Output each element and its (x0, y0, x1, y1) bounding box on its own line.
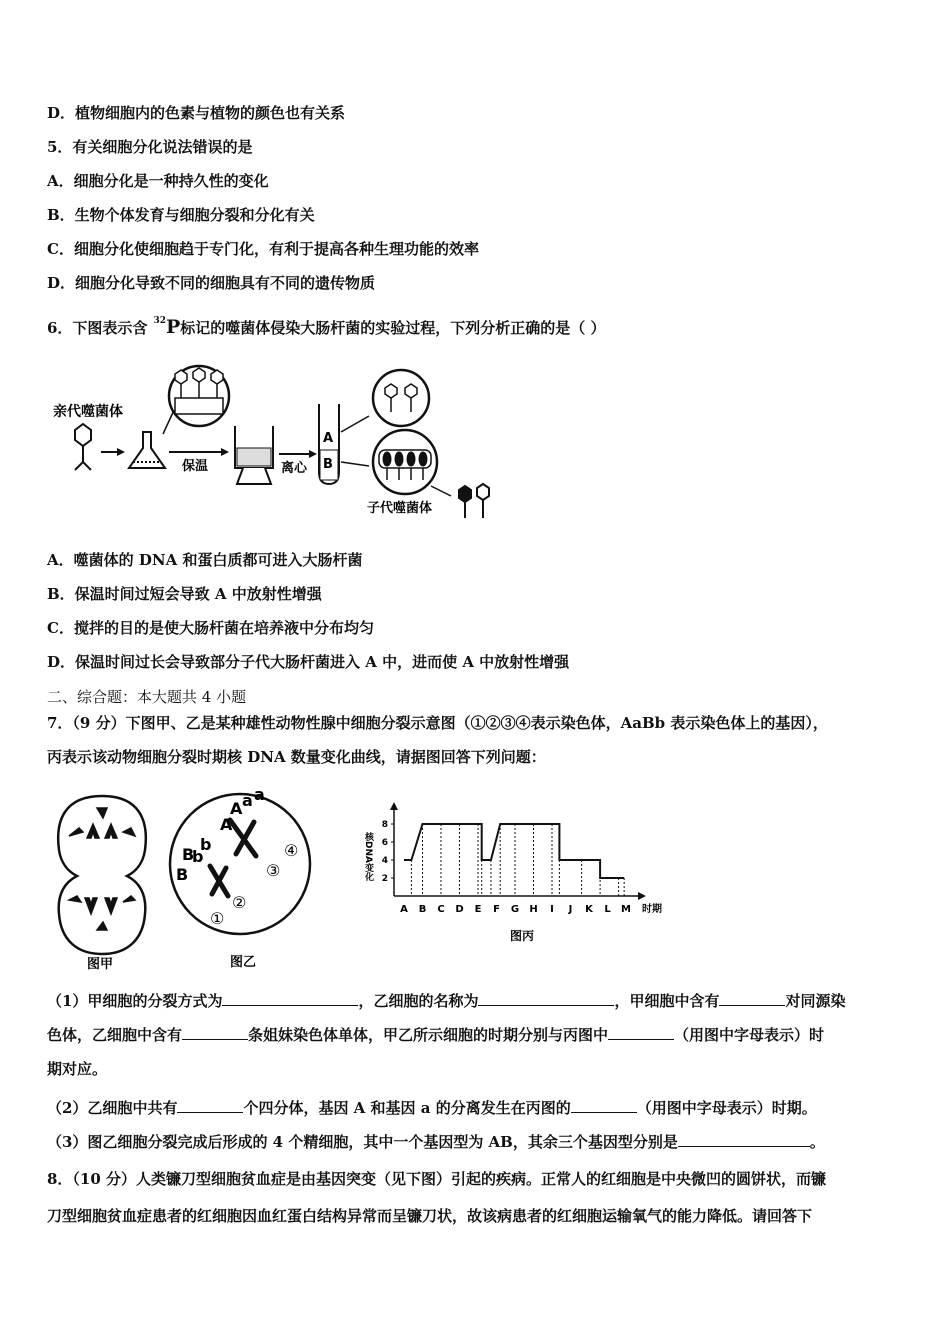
q7-p3-text: （3）图乙细胞分裂完成后形成的 4 个精细胞，其中一个基因型为 AB，其余三个基因型分别是 (47, 1133, 678, 1151)
gene-label: b (192, 847, 204, 866)
answer-blank[interactable] (182, 1024, 248, 1040)
chromosome-number: ④ (284, 841, 299, 860)
q5-option-a: A．细胞分化是一种持久性的变化 (47, 172, 269, 190)
y-tick-label: 4 (381, 856, 388, 866)
q6-fig-offspring-label: 子代噬菌体 (367, 501, 433, 516)
q7-stem-line1: 7．（9 分）下图甲、乙是某种雄性动物性腺中细胞分裂示意图（①②③④表示染色体，AaBb 表示染色体上的基因）， (47, 714, 828, 732)
q6-option-b: B．保温时间过短会导致 A 中放射性增强 (47, 585, 322, 603)
q7-stem-line2: 丙表示该动物细胞分裂时期核 DNA 数量变化曲线，请据图回答下列问题： (47, 748, 546, 766)
q7-p1-text: （用图中字母表示）时 (674, 1026, 825, 1044)
parent-phage-icon (75, 424, 91, 470)
q7-fig-jia-label: 图甲 (87, 957, 114, 970)
q7-p2-text: （用图中字母表示）时期。 (636, 1099, 817, 1117)
q6-fig-keep-warm: 保温 (182, 459, 209, 474)
beaker-icon (235, 426, 273, 484)
q6-fig-centrifuge: 离心 (281, 461, 308, 476)
q6-fig-layer-b: B (323, 457, 333, 472)
y-tick-label: 8 (381, 820, 388, 830)
x-tick-label: C (437, 904, 445, 915)
q8-stem-line1: 8．（10 分）人类镰刀型细胞贫血症是由基因突变（见下图）引起的疾病。正常人的红细胞是中央微凹的圆饼状，而镰 (47, 1170, 827, 1188)
q6-fig-layer-a: A (323, 431, 334, 446)
q5-option-b: B．生物个体发育与细胞分裂和分化有关 (47, 206, 315, 224)
x-tick-label: F (493, 904, 500, 915)
q6-isotope-symbol: P (165, 316, 181, 338)
x-tick-label: M (621, 904, 631, 915)
arrow-icon (341, 416, 369, 432)
answer-blank[interactable] (608, 1024, 674, 1040)
pellet-zoom-circle (373, 430, 437, 494)
x-tick-label: G (510, 904, 520, 915)
gene-label: b (200, 835, 212, 854)
x-tick-label: D (455, 904, 464, 915)
q6-isotope-mass: 32 (153, 316, 166, 326)
x-tick-label: B (418, 904, 427, 915)
x-tick-label: I (550, 904, 554, 915)
q5-option-c: C．细胞分化使细胞趋于专门化，有利于提高各种生理功能的效率 (47, 240, 479, 258)
answer-blank[interactable] (478, 990, 614, 1006)
q6-stem-suffix: 标记的噬菌体侵染大肠杆菌的实验过程，下列分析正确的是（ ） (180, 319, 606, 337)
gene-label: A (220, 815, 233, 834)
dna-content-curve (404, 824, 624, 878)
infection-zoom-circle (169, 366, 229, 426)
q6-fig-parent-label: 亲代噬菌体 (53, 404, 123, 420)
q7-p1-text: 期对应。 (47, 1060, 108, 1078)
x-tick-label: L (604, 904, 611, 915)
q7-part2 (47, 1091, 905, 1125)
q6-stem-prefix: 6．下图表示含 (47, 319, 148, 337)
q7-figure-yi (164, 784, 314, 970)
chromosome-number: ① (210, 909, 225, 928)
chart-title: 图丙 (510, 929, 535, 943)
y-tick-label: 6 (381, 838, 388, 848)
q7-fig-yi-label: 图乙 (230, 955, 257, 970)
x-axis-label: 时期 (642, 904, 662, 915)
q6-option-a: A．噬菌体的 DNA 和蛋白质都可进入大肠杆菌 (47, 551, 363, 569)
q7-p1-text: 对同源染 (785, 992, 846, 1010)
chromosome-number: ③ (266, 861, 281, 880)
q7-p1-text: 色体，乙细胞中含有 (47, 1026, 183, 1044)
gene-label: A (230, 799, 243, 818)
q6-option-c: C．搅拌的目的是使大肠杆菌在培养液中分布均匀 (47, 619, 374, 637)
x-tick-label: A (400, 904, 408, 915)
y-tick-label: 2 (381, 874, 388, 884)
gene-label: B (182, 845, 195, 864)
q5-option-d: D．细胞分化导致不同的细胞具有不同的遗传物质 (47, 274, 376, 292)
q4-option-d: D．植物细胞内的色素与植物的颜色也有关系 (47, 104, 346, 122)
answer-blank[interactable] (719, 990, 785, 1006)
x-tick-label: H (529, 904, 538, 915)
q7-p2-text: （2）乙细胞中共有 (47, 1099, 178, 1117)
q7-figure-bing-chart (350, 800, 700, 946)
q7-part3 (47, 1125, 905, 1159)
q7-p1-text: 条姐妹染色体单体，甲乙所示细胞的时期分别与丙图中 (248, 1026, 609, 1044)
q7-p2-text: 个四分体，基因 A 和基因 a 的分离发生在丙图的 (243, 1099, 571, 1117)
q6-stem (47, 316, 606, 338)
x-axis-arrow (638, 892, 646, 900)
chromosome-number: ② (232, 893, 247, 912)
supernatant-zoom-circle (373, 370, 429, 426)
q7-part1 (47, 984, 905, 1086)
answer-blank[interactable] (571, 1097, 637, 1113)
gene-label: a (242, 791, 253, 810)
x-tick-label: E (474, 904, 482, 915)
q6-option-d: D．保温时间过长会导致部分子代大肠杆菌进入 A 中，进而使 A 中放射性增强 (47, 653, 570, 671)
answer-blank[interactable] (177, 1097, 243, 1113)
x-tick-label: J (568, 904, 573, 915)
q8-stem-line2: 刀型细胞贫血症患者的红细胞因血红蛋白结构异常而呈镰刀状，故该病患者的红细胞运输氧气的能力降低。请回答下 (47, 1207, 813, 1225)
gene-label: a (254, 785, 265, 804)
arrow-icon (341, 462, 369, 466)
q7-p1-text: ，甲细胞中含有 (614, 992, 720, 1010)
q6-phage-experiment-figure (47, 362, 517, 532)
offspring-phage-icon (459, 484, 489, 518)
flask-icon (129, 432, 165, 468)
y-axis-arrow (390, 802, 398, 810)
y-axis-label: 核DNA变化 (363, 832, 373, 881)
section-2-heading: 二、综合题：本大题共 4 小题 (47, 688, 247, 706)
gene-label: B (176, 865, 189, 884)
q7-p3-text: 。 (809, 1133, 825, 1151)
q5-stem: 5．有关细胞分化说法错误的是 (47, 138, 253, 156)
x-tick-label: K (585, 904, 593, 915)
arrow-icon (431, 486, 451, 496)
answer-blank[interactable] (678, 1131, 810, 1147)
q7-figure-jia (47, 790, 157, 970)
answer-blank[interactable] (222, 990, 358, 1006)
q7-p1-text: （1）甲细胞的分裂方式为 (47, 992, 223, 1010)
q7-p1-text: ，乙细胞的名称为 (358, 992, 479, 1010)
